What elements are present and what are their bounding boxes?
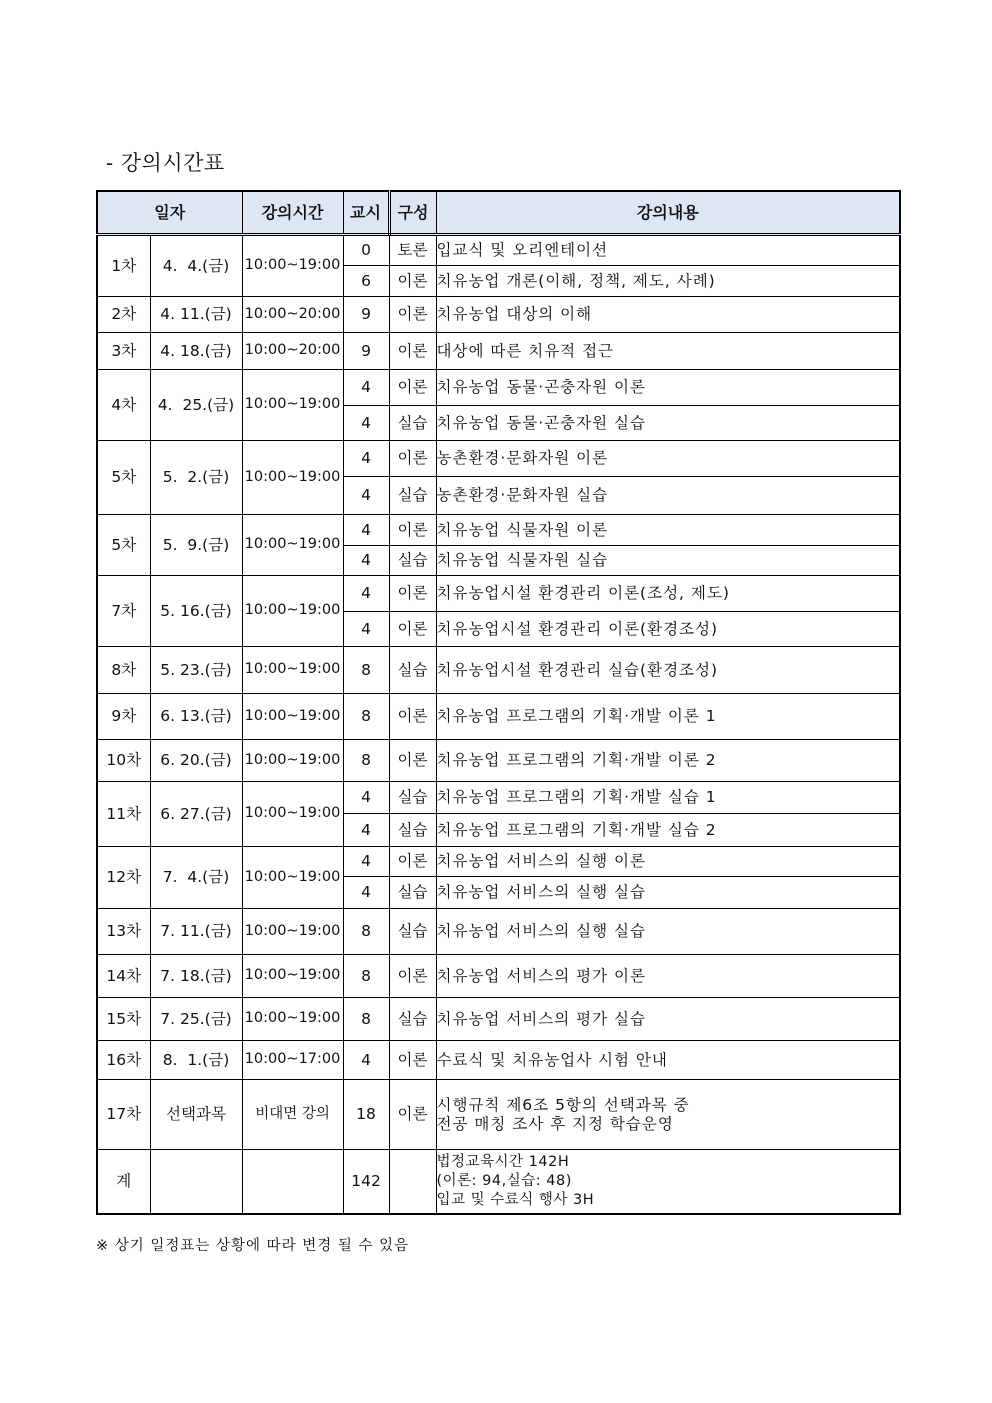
session-number: 13차 (97, 909, 150, 955)
table-row (97, 694, 900, 740)
session-date: 5. 9.(금) (150, 515, 242, 576)
session-hours: 8 (343, 955, 389, 998)
header-content: 강의내용 (436, 191, 900, 235)
session-hours: 4 (343, 515, 389, 546)
session-number: 7차 (97, 576, 150, 647)
session-type: 이론 (389, 515, 436, 546)
total-label: 계 (97, 1150, 150, 1214)
header-date: 일자 (97, 191, 242, 235)
total-row (97, 1150, 900, 1214)
session-date: 7. 18.(금) (150, 955, 242, 998)
session-number: 10차 (97, 740, 150, 782)
session-hours: 4 (343, 477, 389, 515)
session-date: 7. 11.(금) (150, 909, 242, 955)
session-hours: 4 (343, 370, 389, 406)
session-content: 치유농업 프로그램의 기획·개발 실습 2 (436, 814, 900, 847)
session-number: 2차 (97, 297, 150, 333)
session-time: 10:00~19:00 (242, 235, 343, 297)
schedule-table (96, 190, 901, 1215)
session-type: 실습 (389, 782, 436, 814)
session-type: 이론 (389, 740, 436, 782)
session-content: 치유농업 개론(이해, 정책, 제도, 사례) (436, 266, 900, 297)
session-type: 이론 (389, 576, 436, 612)
session-time: 10:00~19:00 (242, 740, 343, 782)
session-date: 7. 4.(금) (150, 847, 242, 909)
session-content: 치유농업 프로그램의 기획·개발 실습 1 (436, 782, 900, 814)
session-hours: 4 (343, 406, 389, 441)
session-hours: 9 (343, 297, 389, 333)
session-date: 4. 4.(금) (150, 235, 242, 297)
session-content: 치유농업 동물·곤충자원 이론 (436, 370, 900, 406)
session-content: 치유농업 프로그램의 기획·개발 이론 1 (436, 694, 900, 740)
table-row (97, 370, 900, 406)
session-hours: 18 (343, 1080, 389, 1150)
session-content: 치유농업시설 환경관리 이론(조성, 제도) (436, 576, 900, 612)
session-date: 4. 25.(금) (150, 370, 242, 441)
session-hours: 8 (343, 694, 389, 740)
session-type: 이론 (389, 333, 436, 370)
session-date: 4. 18.(금) (150, 333, 242, 370)
session-time: 10:00~19:00 (242, 515, 343, 576)
session-number: 11차 (97, 782, 150, 847)
session-time: 10:00~17:00 (242, 1041, 343, 1080)
page-title: - 강의시간표 (106, 151, 225, 175)
session-type: 실습 (389, 647, 436, 694)
header-time: 강의시간 (242, 191, 343, 235)
session-content: 시행규칙 제6조 5항의 선택과목 중 전공 매칭 조사 후 지정 학습운영 (436, 1080, 900, 1150)
table-row (97, 235, 900, 266)
session-content: 치유농업 서비스의 실행 이론 (436, 847, 900, 877)
session-type: 실습 (389, 814, 436, 847)
session-content: 치유농업시설 환경관리 실습(환경조성) (436, 647, 900, 694)
session-number: 12차 (97, 847, 150, 909)
session-type: 이론 (389, 297, 436, 333)
total-hours: 142 (343, 1150, 389, 1214)
session-hours: 4 (343, 847, 389, 877)
session-content: 치유농업 대상의 이해 (436, 297, 900, 333)
session-hours: 8 (343, 909, 389, 955)
table-row (97, 1041, 900, 1080)
session-hours: 4 (343, 782, 389, 814)
session-time: 10:00~19:00 (242, 998, 343, 1041)
session-content: 치유농업 동물·곤충자원 실습 (436, 406, 900, 441)
session-type: 이론 (389, 694, 436, 740)
session-time: 10:00~19:00 (242, 576, 343, 647)
session-content: 치유농업 식물자원 이론 (436, 515, 900, 546)
session-date: 5. 23.(금) (150, 647, 242, 694)
session-number: 16차 (97, 1041, 150, 1080)
session-type: 이론 (389, 1041, 436, 1080)
session-time: 비대면 강의 (242, 1080, 343, 1150)
table-row (97, 647, 900, 694)
session-number: 17차 (97, 1080, 150, 1150)
session-date: 6. 13.(금) (150, 694, 242, 740)
session-content: 치유농업 서비스의 실행 실습 (436, 909, 900, 955)
session-hours: 4 (343, 1041, 389, 1080)
total-date-empty (150, 1150, 242, 1214)
table-row (97, 297, 900, 333)
session-type: 이론 (389, 441, 436, 477)
table-row (97, 909, 900, 955)
session-number: 1차 (97, 235, 150, 297)
session-time: 10:00~19:00 (242, 441, 343, 515)
total-content: 법정교육시간 142H (이론: 94,실습: 48) 입교 및 수료식 행사 3H (436, 1150, 900, 1214)
session-type: 실습 (389, 998, 436, 1041)
session-type: 실습 (389, 909, 436, 955)
session-time: 10:00~19:00 (242, 694, 343, 740)
total-time-empty (242, 1150, 343, 1214)
session-date: 6. 20.(금) (150, 740, 242, 782)
session-type: 이론 (389, 847, 436, 877)
total-type-empty (389, 1150, 436, 1214)
table-row (97, 847, 900, 877)
session-type: 이론 (389, 1080, 436, 1150)
session-date: 6. 27.(금) (150, 782, 242, 847)
table-row (97, 1080, 900, 1150)
schedule-note: ※ 상기 일정표는 상황에 따라 변경 될 수 있음 (96, 1238, 410, 1254)
session-hours: 0 (343, 235, 389, 266)
session-content: 농촌환경·문화자원 이론 (436, 441, 900, 477)
session-type: 실습 (389, 877, 436, 909)
session-number: 14차 (97, 955, 150, 998)
session-time: 10:00~20:00 (242, 333, 343, 370)
session-hours: 4 (343, 814, 389, 847)
session-date: 5. 2.(금) (150, 441, 242, 515)
session-date: 4. 11.(금) (150, 297, 242, 333)
session-content: 수료식 및 치유농업사 시험 안내 (436, 1041, 900, 1080)
table-row (97, 515, 900, 546)
session-type: 이론 (389, 266, 436, 297)
session-date: 5. 16.(금) (150, 576, 242, 647)
session-number: 15차 (97, 998, 150, 1041)
session-date: 선택과목 (150, 1080, 242, 1150)
session-hours: 4 (343, 612, 389, 647)
session-hours: 8 (343, 647, 389, 694)
session-time: 10:00~19:00 (242, 847, 343, 909)
table-row (97, 782, 900, 814)
session-type: 이론 (389, 370, 436, 406)
session-number: 3차 (97, 333, 150, 370)
session-type: 실습 (389, 477, 436, 515)
session-content: 치유농업 프로그램의 기획·개발 이론 2 (436, 740, 900, 782)
session-hours: 9 (343, 333, 389, 370)
session-content: 대상에 따른 치유적 접근 (436, 333, 900, 370)
session-content: 치유농업시설 환경관리 이론(환경조성) (436, 612, 900, 647)
session-type: 이론 (389, 612, 436, 647)
table-header-row (97, 191, 900, 235)
session-type: 이론 (389, 955, 436, 998)
session-type: 실습 (389, 546, 436, 576)
session-hours: 4 (343, 576, 389, 612)
session-content: 치유농업 서비스의 평가 이론 (436, 955, 900, 998)
session-date: 7. 25.(금) (150, 998, 242, 1041)
session-hours: 4 (343, 877, 389, 909)
table-row (97, 576, 900, 612)
session-content: 치유농업 식물자원 실습 (436, 546, 900, 576)
session-content: 치유농업 서비스의 평가 실습 (436, 998, 900, 1041)
table-row (97, 998, 900, 1041)
session-content: 치유농업 서비스의 실행 실습 (436, 877, 900, 909)
table-row (97, 955, 900, 998)
session-type: 토론 (389, 235, 436, 266)
session-time: 10:00~19:00 (242, 370, 343, 441)
session-hours: 8 (343, 740, 389, 782)
session-number: 5차 (97, 441, 150, 515)
session-content: 농촌환경·문화자원 실습 (436, 477, 900, 515)
session-date: 8. 1.(금) (150, 1041, 242, 1080)
session-time: 10:00~20:00 (242, 297, 343, 333)
header-hours: 교시 (343, 191, 389, 235)
session-time: 10:00~19:00 (242, 647, 343, 694)
session-hours: 4 (343, 441, 389, 477)
table-row (97, 441, 900, 477)
session-type: 실습 (389, 406, 436, 441)
session-time: 10:00~19:00 (242, 955, 343, 998)
table-row (97, 740, 900, 782)
schedule-body (97, 235, 900, 1214)
session-number: 5차 (97, 515, 150, 576)
session-hours: 4 (343, 546, 389, 576)
session-number: 8차 (97, 647, 150, 694)
session-hours: 6 (343, 266, 389, 297)
session-number: 4차 (97, 370, 150, 441)
session-number: 9차 (97, 694, 150, 740)
table-row (97, 333, 900, 370)
session-content: 입교식 및 오리엔테이션 (436, 235, 900, 266)
session-hours: 8 (343, 998, 389, 1041)
header-type: 구성 (389, 191, 436, 235)
session-time: 10:00~19:00 (242, 782, 343, 847)
session-time: 10:00~19:00 (242, 909, 343, 955)
